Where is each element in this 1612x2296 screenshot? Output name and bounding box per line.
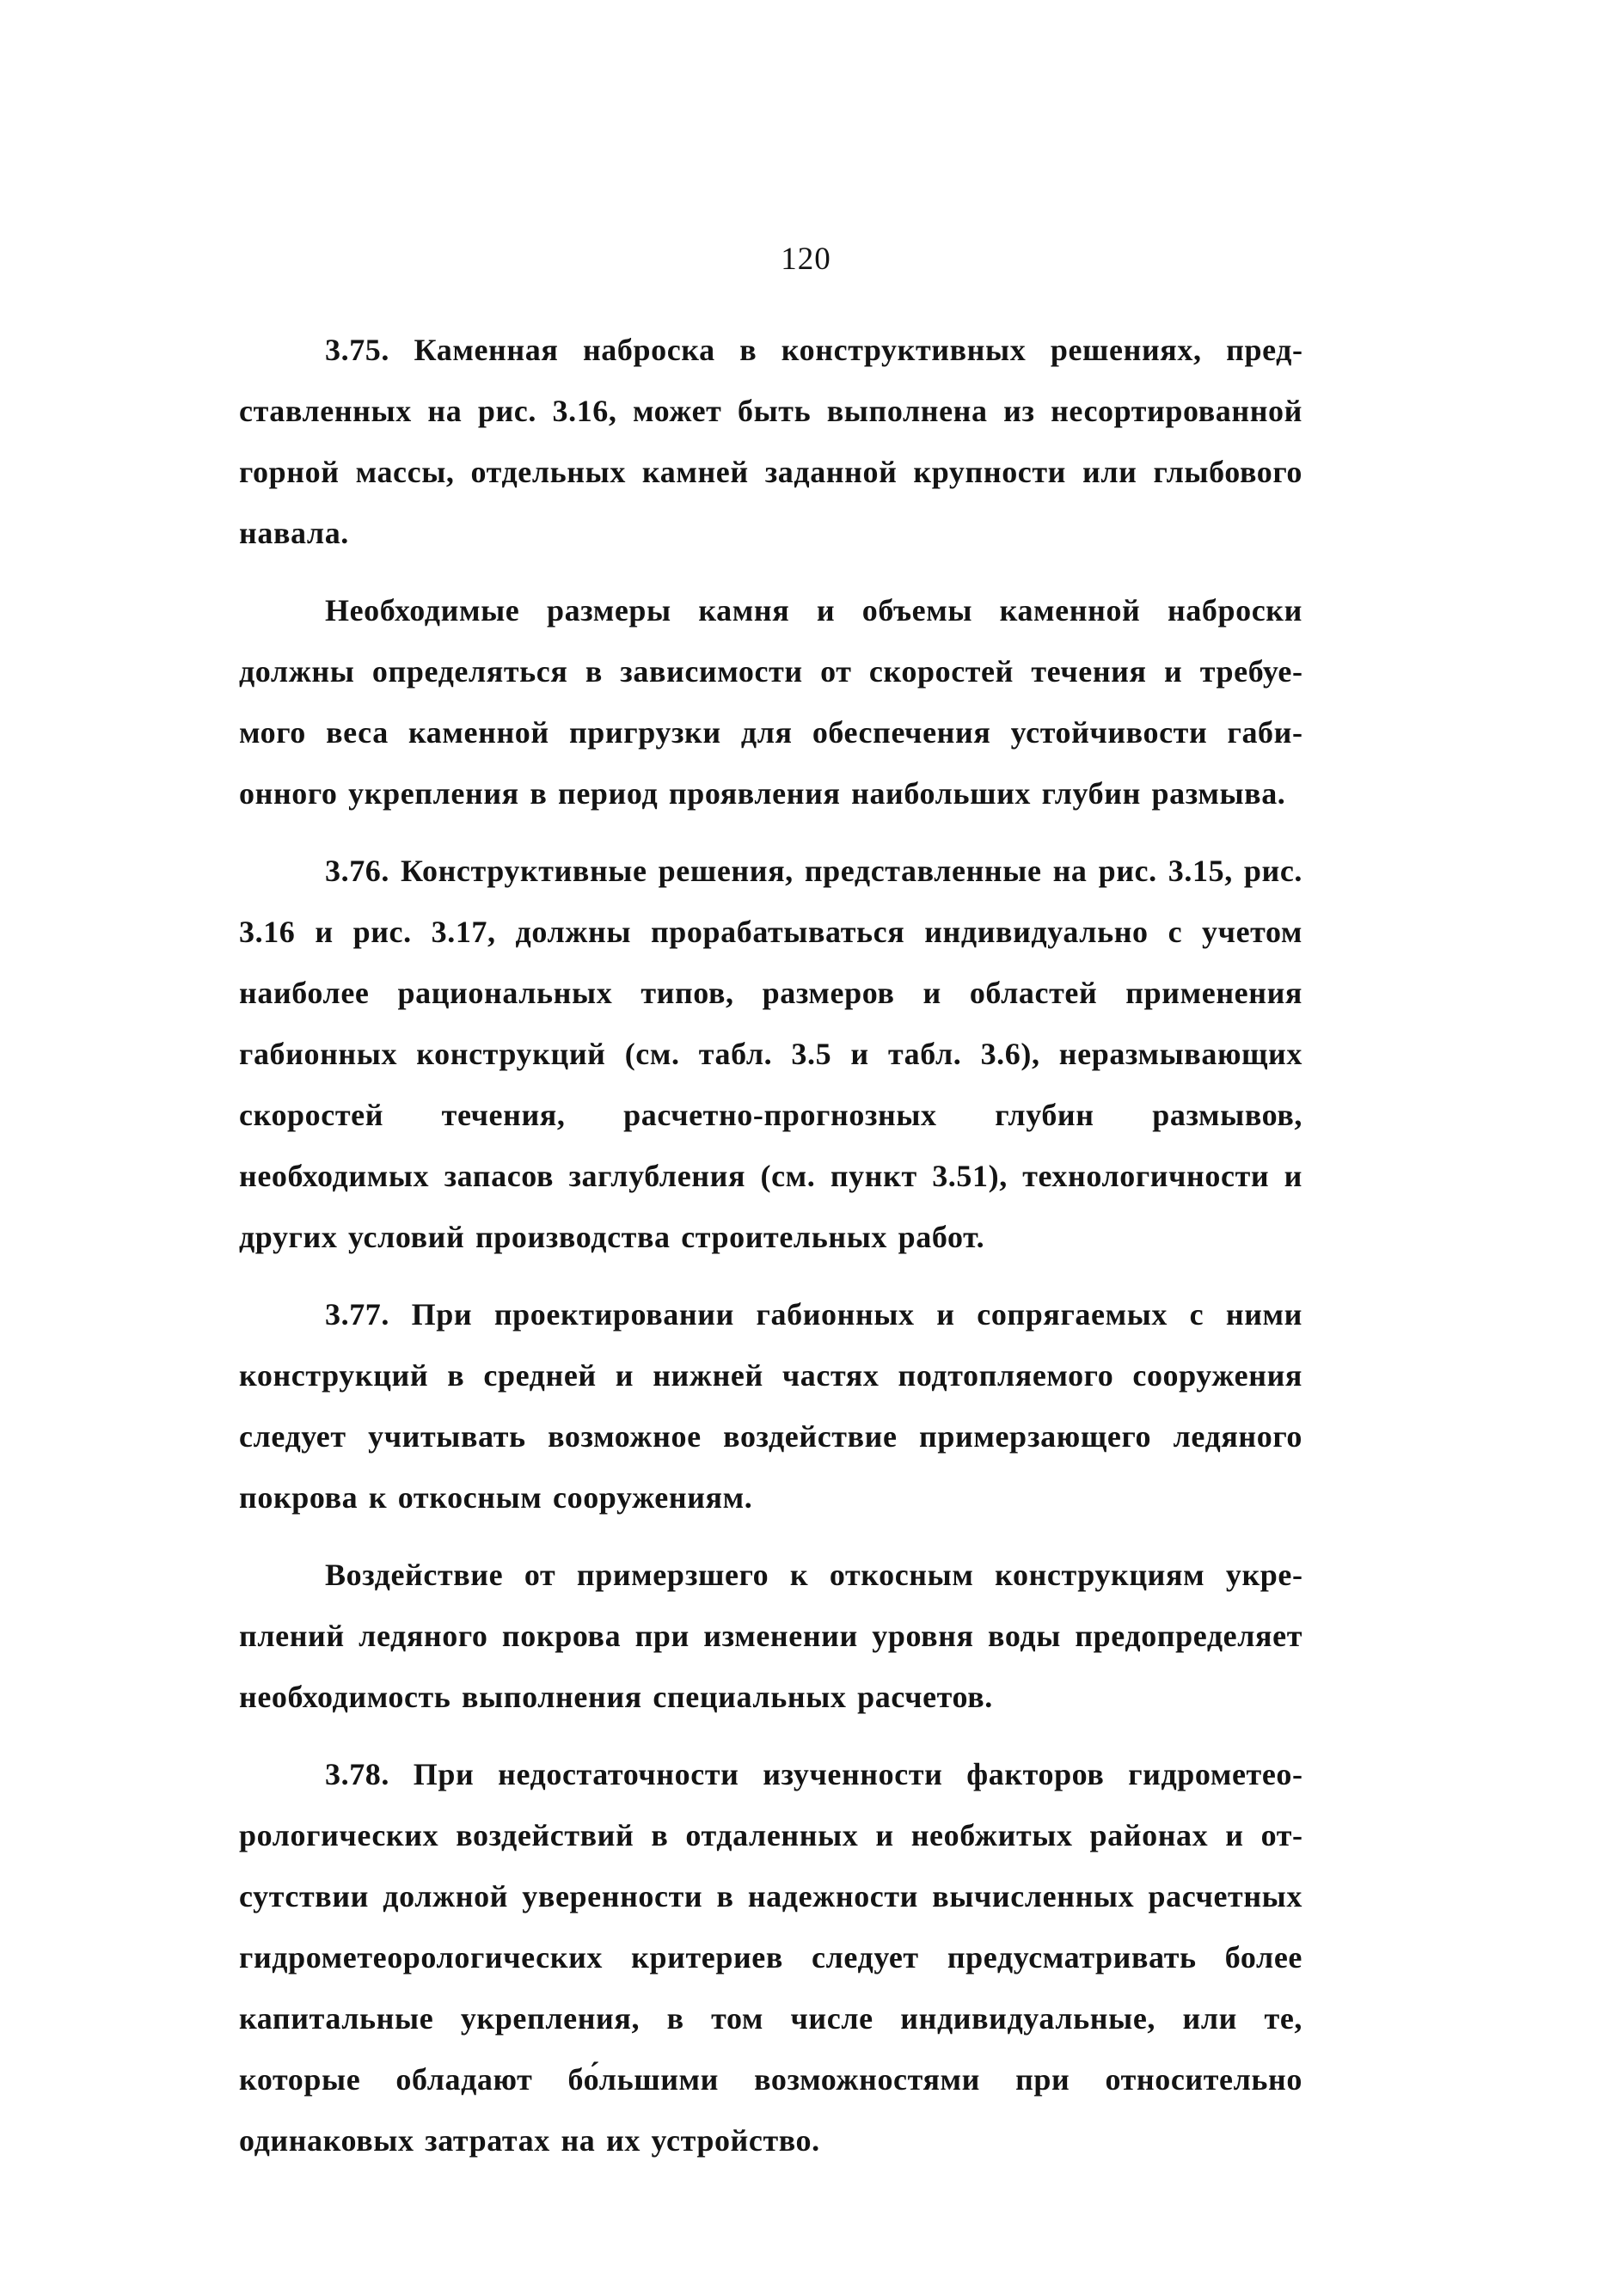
page-number: 120 (781, 242, 831, 277)
paragraph-3-75: 3.75. Каменная наброска в конструктивных решениях, представленных на рис. 3.16, может быть выполнена из несортированной горной массы, отдельных камней заданной крупности или глыбового навала. (239, 333, 1302, 550)
paragraph-stone-dimensions: Необходимые размеры камня и объемы каменной наброски должны определяться в зависимости от скоростей течения и требуемого веса каменной пригрузки для обеспечения устойчивости габионного укрепления в период проявления наибольших глубин размыва. (239, 593, 1302, 811)
paragraph-3-78: 3.78. При недостаточности изученности факторов гидрометеорологических воздействий в отдаленных и необжитых районах и отсутствии должной уверенности в надежности вычисленных расчетных гидрометеорологических критериев следует предусматривать более капитальные укрепления, в том числе индивидуальные, или те, которые обладают бо́льшими возможностями при относительно одинаковых затратах на их устройство. (239, 1757, 1302, 2158)
paragraph-ice-impact: Воздействие от примерзшего к откосным конструкциям укреплений ледяного покрова при изменении уровня воды предопределяет необходимость выполнения специальных расчетов. (239, 1558, 1302, 1714)
document-body (239, 320, 1302, 2188)
paragraph-3-76: 3.76. Конструктивные решения, представленные на рис. 3.15, рис. 3.16 и рис. 3.17, должны прорабатываться индивидуально с учетом наиболее рациональных типов, размеров и областей применения габионных конструкций (см. табл. 3.5 и табл. 3.6), неразмывающих скоростей течения, расчетно-прогнозных глубин размывов, необходимых запасов заглубления (см. пункт 3.51), технологичности и других условий производства строительных работ. (239, 854, 1302, 1254)
paragraph-3-77: 3.77. При проектировании габионных и сопрягаемых с ними конструкций в средней и нижней частях подтопляемого сооружения следует учитывать возможное воздействие примерзающего ледяного покрова к откосным сооружениям. (239, 1297, 1302, 1515)
